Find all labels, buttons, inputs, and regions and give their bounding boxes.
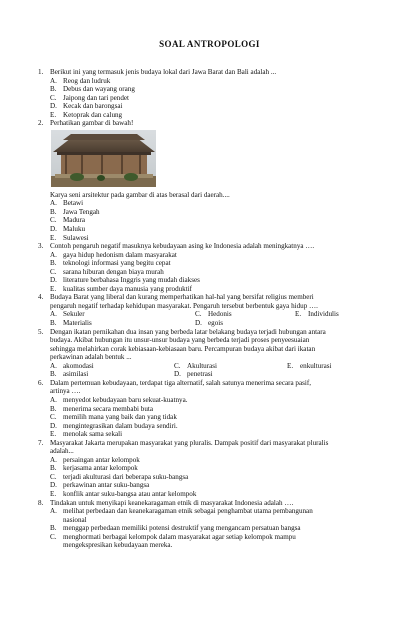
question-5: [38, 328, 374, 379]
question-text: Contoh pengaruh negatif masuknya kebudayaan asing ke Indonesia adalah meningkatnya ….: [50, 242, 315, 251]
question-text-line: Dengan ikatan pernikahan dua insan yang berbeda latar belakang budaya terjadi hubungan antara: [50, 327, 326, 336]
option-a: A. persaingan antar kelompok: [50, 455, 140, 464]
question-number: 7.: [38, 438, 44, 447]
question-text: Berikut ini yang termasuk jenis budaya lokal dari Jawa Barat dan Bali adalah ...: [50, 68, 277, 76]
option-e: E. Individulis: [295, 310, 339, 319]
question-4: [38, 293, 374, 327]
question-number: 3.: [38, 242, 44, 251]
option-e: E. Sulawesi: [50, 233, 89, 242]
option-c: C. menghormati berbagai kelompok dalam masyarakat agar setiap kelompok mampu mengekspresikan kebudayaan mereka.: [50, 532, 296, 550]
option-b: B. menggap perbedaan memiliki potensi destruktif yang mengancam persatuan bangsa: [50, 524, 301, 533]
question-text: Tindakan untuk menyikapi keanekaragaman etnik di masyarakat Indonesia adalah ….: [50, 498, 294, 507]
option-d: D. Kecak dan barongsai: [50, 102, 123, 111]
option-c: C. terjadi akulturasi dari beberapa suku-bangsa: [50, 472, 189, 481]
option-e: E. Ketoprak dan calung: [50, 110, 123, 119]
option-e: E. enkulturasi: [287, 361, 332, 370]
option-a: A. Sekuler: [50, 310, 85, 319]
question-text: Perhatikan gambar di bawah!: [50, 119, 134, 128]
question-2: [38, 119, 374, 242]
option-b: B. Debus dan wayang orang: [50, 85, 135, 94]
option-row: [50, 310, 374, 319]
option-b: B. teknologi informasi yang begitu cepat: [50, 259, 171, 268]
option-c: C. sarana hiburan dengan biaya murah: [50, 267, 164, 276]
question-3: [38, 242, 374, 293]
question-text-line: Masyarakat Jakarta merupakan masyarakat yang pluralis. Dampak positif dari masyarakat pluralis: [50, 438, 329, 447]
option-a: A. melihat perbedaan dan keanekaragaman etnik sebagai penghambat utama pembangunan nasional: [50, 507, 313, 524]
option-b: B. asimilasi: [50, 370, 89, 379]
option-d: D. mengintegrasikan dalam budaya sendiri.: [50, 421, 178, 430]
option-a: A. gaya hidup hedonism dalam masyarakat: [50, 250, 177, 259]
option-row: [50, 319, 374, 328]
option-row: [50, 362, 374, 371]
question-list: [38, 68, 374, 550]
question-caption: Karya seni arsitektur pada gambar di atas berasal dari daerah....: [50, 190, 230, 199]
question-text-line: pengaruh negatif terhadap kehidupan masyarakat. Pengaruh tersebut berbentuk gaya hidup ….: [50, 301, 318, 310]
question-number: 6.: [38, 378, 44, 387]
question-number: 5.: [38, 327, 44, 336]
option-d: D. literature berbahasa Inggris yang mudah diakses: [50, 276, 200, 285]
question-number: 4.: [38, 293, 44, 302]
option-d: D. penetrasi: [174, 370, 213, 379]
question-text-line: perkawinan adalah bentuk ...: [50, 353, 132, 362]
question-text-line: sehingga melahirkan corak kebiasaan-kebiasaan baru. Percampuran budaya akibat dari ikatan: [50, 344, 316, 353]
question-number: 2.: [38, 119, 44, 128]
question-6: [38, 379, 374, 439]
option-b: B. Jawa Tengah: [50, 207, 100, 216]
question-text-line: Dalam pertemuan kebudayaan, terdapat tiga alternatif, salah satunya menerima secara pasif,: [50, 378, 311, 387]
option-e: E. menolak sama sekali: [50, 430, 123, 439]
option-e: E. konflik antar suku-bangsa atau antar kelompok: [50, 489, 197, 498]
option-row: [50, 370, 374, 379]
question-number: 1.: [38, 68, 44, 76]
question-7: [38, 439, 374, 499]
option-b: B. Materialis: [50, 319, 92, 328]
question-text-line: adalah...: [50, 447, 74, 456]
page-title: SOAL ANTROPOLOGI: [159, 39, 260, 49]
question-number: 8.: [38, 498, 44, 507]
question-text-line: budaya. Akibat hubungan itu unsur-unsur budaya yang berbeda terjadi proses penyeesuaian: [50, 336, 310, 345]
option-d: D. Maluku: [50, 225, 86, 234]
option-c: C. Jaipong dan tari pendet: [50, 93, 129, 102]
option-b: B. menerima secara membabi buta: [50, 404, 154, 413]
option-e: E. kualitas sumber daya manusia yang produktif: [50, 284, 193, 293]
option-c: C. Hedonis: [195, 310, 232, 319]
option-c: C. Akulturasi: [174, 361, 217, 370]
question-1: [38, 68, 374, 119]
option-c: C. Madura: [50, 216, 86, 225]
question-text-line: Budaya Barat yang liberal dan kurang memperhatikan hal-hal yang bersifat religius memberi: [50, 293, 314, 302]
option-a: A. menyedot kebudayaan baru sekuat-kuatnya.: [50, 395, 188, 404]
question-8: [38, 499, 374, 550]
option-b: B. kerjasama antar kelompok: [50, 464, 138, 473]
option-d: D. egois: [195, 319, 223, 328]
option-a: A. akomodasi: [50, 361, 94, 370]
option-a: A. Betawi: [50, 199, 84, 208]
traditional-house-photo: [51, 130, 156, 187]
option-c: C. memilih mana yang baik dan yang tidak: [50, 413, 177, 422]
option-a: A. Reog dan ludruk: [50, 76, 111, 85]
option-d: D. perkawinan antar suku-bangsa: [50, 481, 150, 490]
question-text-line: artinya ….: [50, 387, 81, 396]
